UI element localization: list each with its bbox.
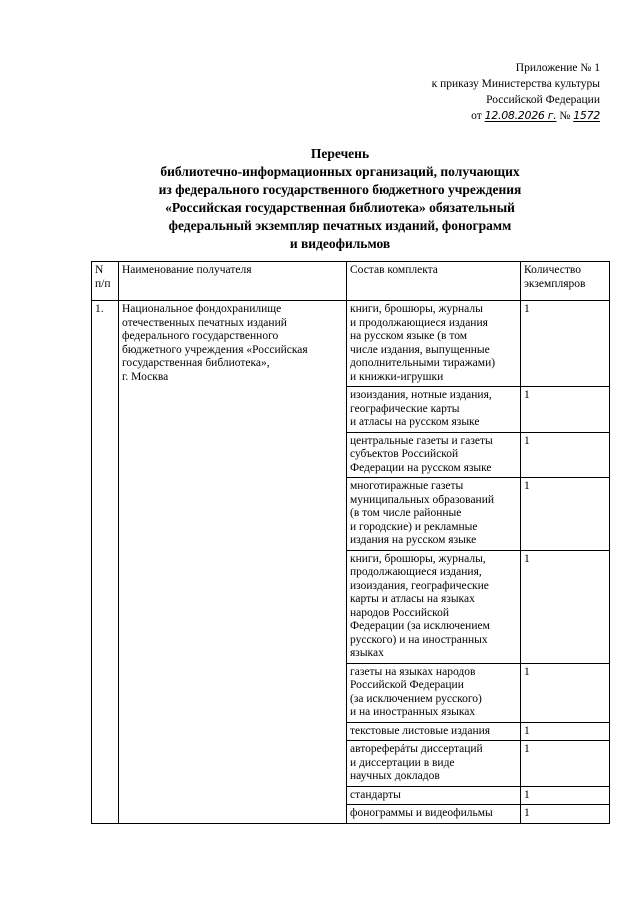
title-line: и видеофильмов [289,236,391,251]
quantity: 1 [521,722,610,741]
header-number: N п/п [92,262,119,301]
table-header-row [92,262,610,301]
date-prefix: от [471,110,482,122]
set-item: изоиздания, нотные издания, географические карты и атласы на русском языке [347,387,521,433]
table-row [92,301,610,387]
set-item: центральные газеты и газеты субъектов Российской Федерации на русском языке [347,432,521,478]
order-number: 1572 [573,109,600,122]
appendix-number: Приложение № 1 [515,62,600,74]
set-item: многотиражные газеты муниципальных образований (в том числе районные и городские) и рекламные издания на русском языке [347,478,521,551]
quantity: 1 [521,301,610,387]
order-date: 12.08.2026 г. [484,109,557,122]
quantity: 1 [521,478,610,551]
document-title [100,145,580,253]
header-quantity: Количество экземпляров [521,262,610,301]
quantity: 1 [521,741,610,787]
header-recipient: Наименование получателя [119,262,347,301]
quantity: 1 [521,432,610,478]
quantity: 1 [521,550,610,663]
appendix-date-line [360,108,600,124]
set-item: книги, брошюры, журналы и продолжающиеся издания на русском языке (в том числе издания, выпущенные дополнительными тиражами) и книжки-игрушки [347,301,521,387]
appendix-header [360,60,600,124]
title-line: федеральный экземпляр печатных изданий, фонограмм [168,218,512,233]
set-item: газеты на языках народов Российской Федерации (за исключением русского) и на иностранных языках [347,663,521,722]
recipients-table [91,261,610,824]
row-number: 1. [92,301,119,824]
appendix-order-ref: к приказу Министерства культуры [431,78,600,90]
set-item: стандарты [347,786,521,805]
title-line: библиотечно-информационных организаций, получающих [160,164,520,179]
quantity: 1 [521,663,610,722]
quantity: 1 [521,805,610,824]
title-line: «Российская государственная библиотека» обязательный [165,200,515,215]
recipient-name: Национальное фондохранилище отечественных печатных изданий федерального государственного бюджетного учреждения «Российская государственная библиотека», г. Москва [119,301,347,824]
quantity: 1 [521,786,610,805]
set-item: книги, брошюры, журналы, продолжающиеся издания, изоиздания, географические карты и атласы на языках народов Российской Федерации (за исключением русского) и на иностранных языках [347,550,521,663]
appendix-ministry: Российской Федерации [486,94,600,106]
title-line: Перечень [310,146,370,161]
number-prefix: № [559,110,571,122]
quantity: 1 [521,387,610,433]
header-set: Состав комплекта [347,262,521,301]
title-line: из федерального государственного бюджетного учреждения [158,182,522,197]
set-item: фонограммы и видеофильмы [347,805,521,824]
set-item: текстовые листовые издания [347,722,521,741]
set-item: автореферáты диссертаций и диссертации в виде научных докладов [347,741,521,787]
